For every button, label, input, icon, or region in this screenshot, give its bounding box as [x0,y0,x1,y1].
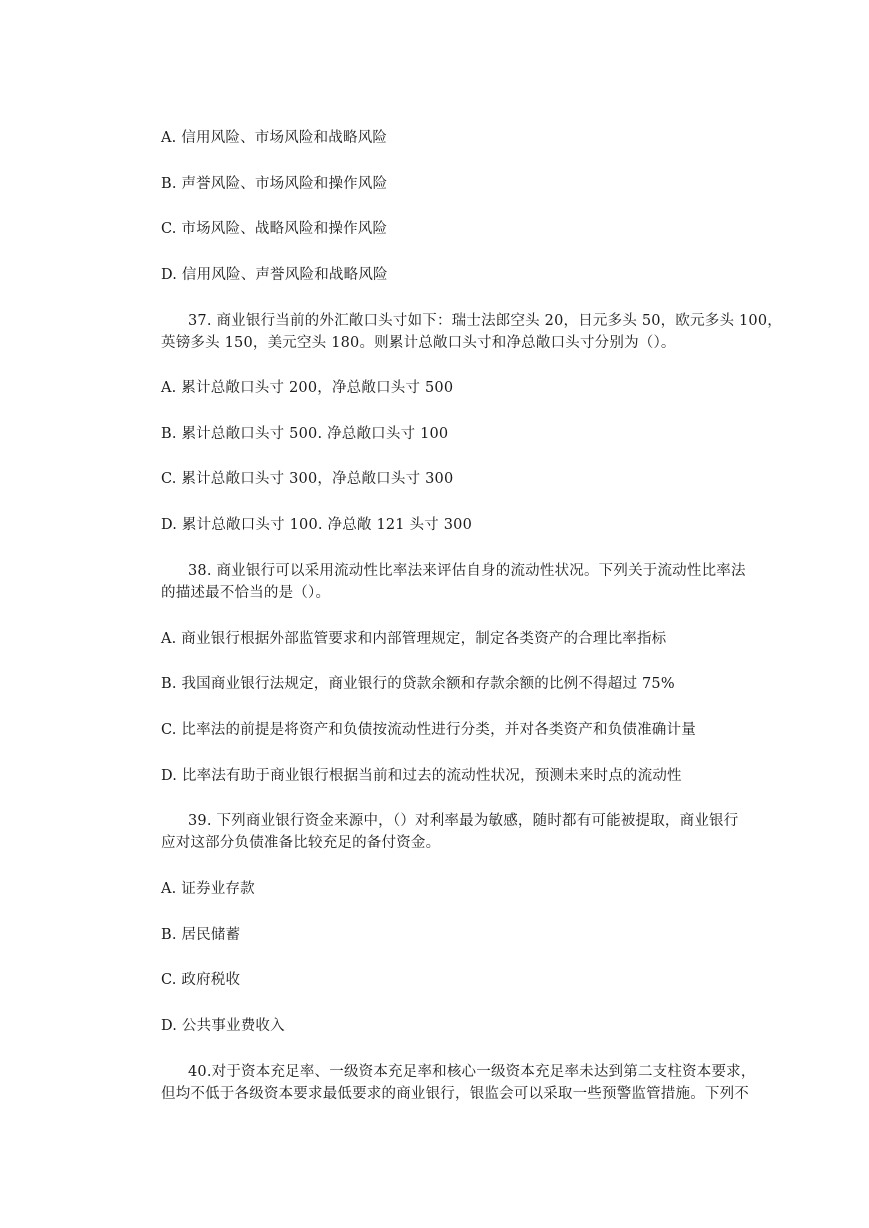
option-c: C. 比率法的前提是将资产和负债按流动性进行分类，并对各类资产和负债准确计量 [161,722,696,738]
option-d: D. 公共事业费收入 [161,1018,285,1034]
option-b: B. 声誉风险、市场风险和操作风险 [161,176,388,192]
question-39-stem-line-2: 应对这部分负债准备比较充足的备付资金。 [161,835,441,851]
option-a: A. 累计总敞口头寸 200，净总敞口头寸 500 [161,380,454,396]
option-b: B. 我国商业银行法规定，商业银行的贷款余额和存款余额的比例不得超过 75% [161,676,675,692]
option-c: C. 累计总敞口头寸 300，净总敞口头寸 300 [161,471,454,487]
option-a: A. 商业银行根据外部监管要求和内部管理规定，制定各类资产的合理比率指标 [161,631,667,647]
option-d: D. 信用风险、声誉风险和战略风险 [161,267,388,283]
option-d: D. 比率法有助于商业银行根据当前和过去的流动性状况，预测未来时点的流动性 [161,768,682,784]
question-37-stem-line-1: 37. 商业银行当前的外汇敞口头寸如下：瑞士法郎空头 20，日元多头 50，欧元多头 100， [188,313,782,329]
question-40-stem-line-2: 但均不低于各级资本要求最低要求的商业银行，银监会可以采取一些预警监管措施。下列不 [161,1086,749,1102]
option-c: C. 政府税收 [161,972,241,988]
question-38-stem-line-2: 的描述最不恰当的是（）。 [161,585,331,601]
option-a: A. 信用风险、市场风险和战略风险 [161,130,388,146]
option-a: A. 证券业存款 [161,881,255,897]
option-b: B. 累计总敞口头寸 500. 净总敞口头寸 100 [161,426,449,442]
question-40-stem-line-1: 40.对于资本充足率、一级资本充足率和核心一级资本充足率未达到第二支柱资本要求， [188,1064,756,1080]
question-39-stem-line-1: 39. 下列商业银行资金来源中，（）对利率最为敏感，随时都有可能被提取，商业银行 [188,813,739,829]
option-c: C. 市场风险、战略风险和操作风险 [161,221,388,237]
option-b: B. 居民储蓄 [161,927,241,943]
question-37-stem-line-2: 英镑多头 150，美元空头 180。则累计总敞口头寸和净总敞口头寸分别为（）。 [161,335,676,351]
question-38-stem-line-1: 38. 商业银行可以采用流动性比率法来评估自身的流动性状况。下列关于流动性比率法 [188,563,746,579]
option-d: D. 累计总敞口头寸 100. 净总敞 121 头寸 300 [161,517,473,533]
